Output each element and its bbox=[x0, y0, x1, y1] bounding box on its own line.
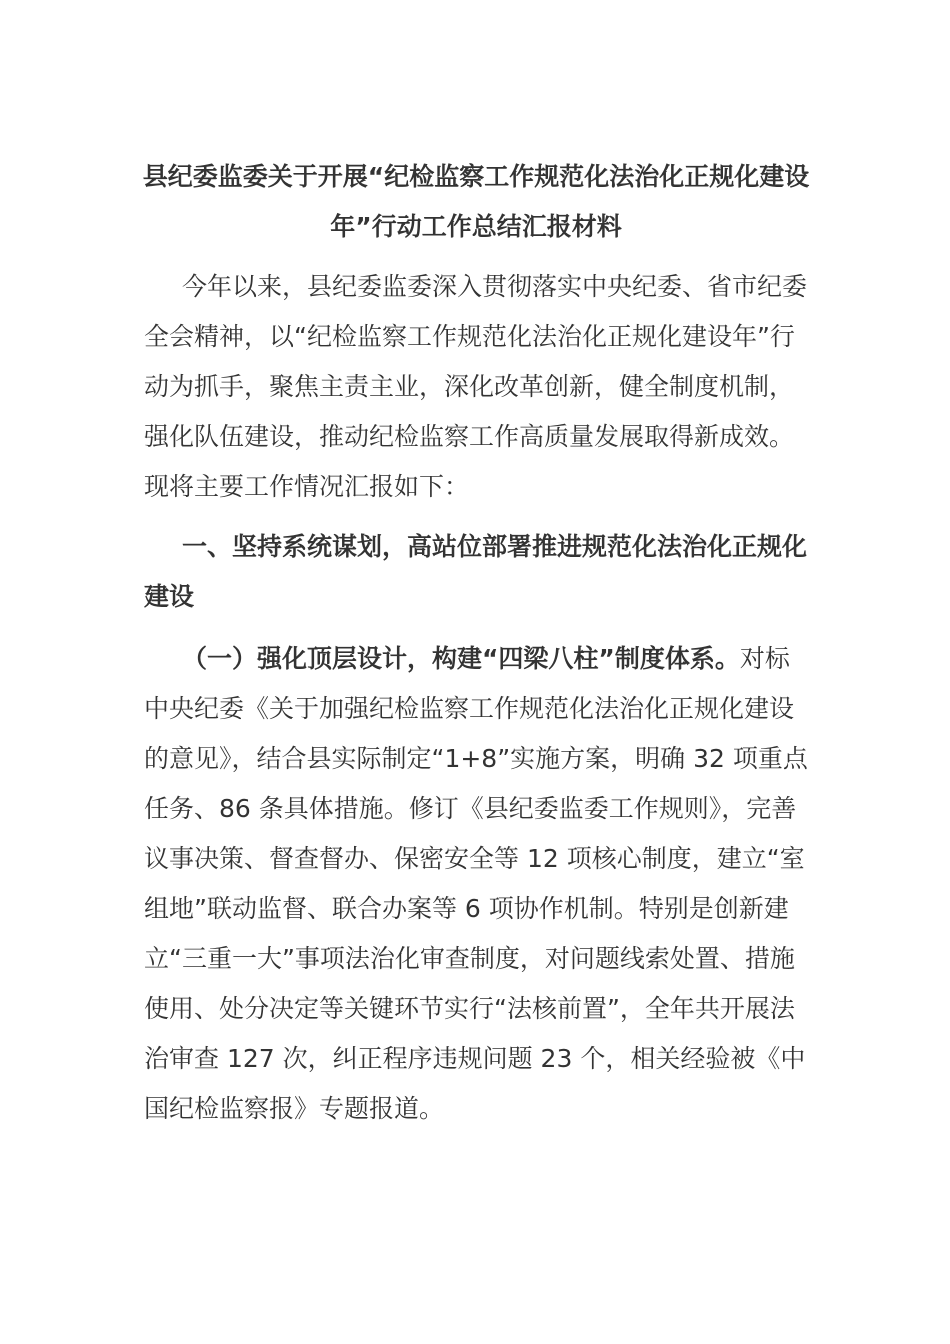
subsection-body: 对标中央纪委《关于加强纪检监察工作规范化法治化正规化建设的意见》，结合县实际制定“1+8”实施方案，明确 32 项重点任务、86 条具体措施。修订《县纪委监委工作规则》，完善议事决策、督查督办、保密安全等 12 项核心制度，建立“室组地”联动监督、联合办案等 6 项协作机制。特别是创新建立“三重一大”事项法治化审查制度，对问题线索处置、措施使用、处分决定等关键环节实行“法核前置”，全年共开展法治审查 127 次，纠正程序违规问题 23 个，相关经验被《中国纪检监察报》专题报道。 bbox=[144, 644, 808, 1123]
intro-paragraph: 今年以来，县纪委监委深入贯彻落实中央纪委、省市纪委全会精神，以“纪检监察工作规范化法治化正规化建设年”行动为抓手，聚焦主责主业，深化改革创新，健全制度机制，强化队伍建设，推动纪检监察工作高质量发展取得新成效。现将主要工作情况汇报如下： bbox=[144, 272, 808, 501]
subsection-paragraph bbox=[144, 634, 808, 1134]
document-title: 县纪委监委关于开展“纪检监察工作规范化法治化正规化建设年”行动工作总结汇报材料 bbox=[142, 162, 810, 241]
section-heading: 一、坚持系统谋划，高站位部署推进规范化法治化正规化建设 bbox=[144, 532, 808, 611]
subsection-lead: （一）强化顶层设计，构建“四梁八柱”制度体系。 bbox=[182, 644, 740, 673]
